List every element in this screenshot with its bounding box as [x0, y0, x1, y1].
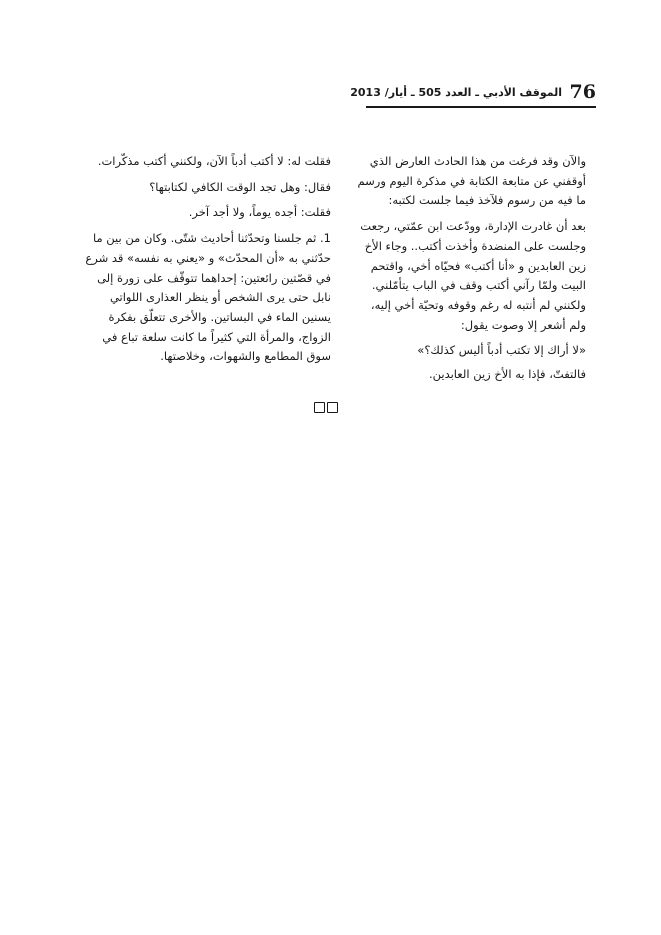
paragraph: بعد أن غادرت الإدارة، وودّعت ابن عمّتي، رجعت وجلست على المنضدة وأخذت أكتب.. وجاء الأخ زين العابدين و «أنا أكتب» فحيّاه أخي، واقتحم البيت ولمّا رآني أكتب وقف في الباب يتأمّلني. ولكنني لم أنتبه له رغم وقوفه وتحيّة أخي إليه، ولم أشعر إلا وصوت يقول:: [360, 219, 586, 332]
paragraph: والآن وقد فرغت من هذا الحادث العارض الذي أوقفني عن متابعة الكتابة في مذكرة اليوم ورسم ما فيه من رسوم فلآخذ فيما جلست لكتبه:: [357, 154, 586, 208]
paragraph: 1. ثم جلسنا وتحدّثنا أحاديث شتّى. وكان من بين ما حدّثني به «أن المحدّث» و «يعني به نفسه» قد شرع في قصّتين رائعتين: إحداهما تتوقّف على زورة إلى نابل حتى يرى الشخص أو ينظر العذارى اللواتي يسنين الماء في البساتين. والأخرى تتعلّق بفكرة الزواج، والمرأة التي كثيراً ما كانت سلعة تباع في سوق المطامع والشهوات، وخلاصتها.: [85, 231, 331, 364]
square-icon: [314, 402, 325, 413]
right-column: [356, 152, 586, 391]
page-header: [350, 80, 596, 108]
paragraph: فقلت: أجده يوماً، ولا أجد آخر.: [188, 205, 331, 220]
quote-paragraph: «لا أراك إلا تكتب أدباً أليس كذلك؟»: [417, 343, 586, 358]
paragraph: فقال: وهل تجد الوقت الكافي لكتابتها؟: [149, 179, 331, 194]
paragraph: فالتفتّ، فإذا به الأخ زين العابدين.: [428, 367, 586, 382]
paragraph: فقلت له: لا أكتب أدباً الآن، ولكنني أكتب مذكّرات.: [97, 154, 331, 168]
page-number: 76: [569, 81, 596, 103]
square-icon: [327, 402, 338, 413]
end-of-article-mark: [314, 402, 338, 413]
running-head: الموقف الأدبي ـ العدد 505 ـ أيار/ 2013: [350, 86, 562, 99]
left-column: [85, 152, 331, 373]
